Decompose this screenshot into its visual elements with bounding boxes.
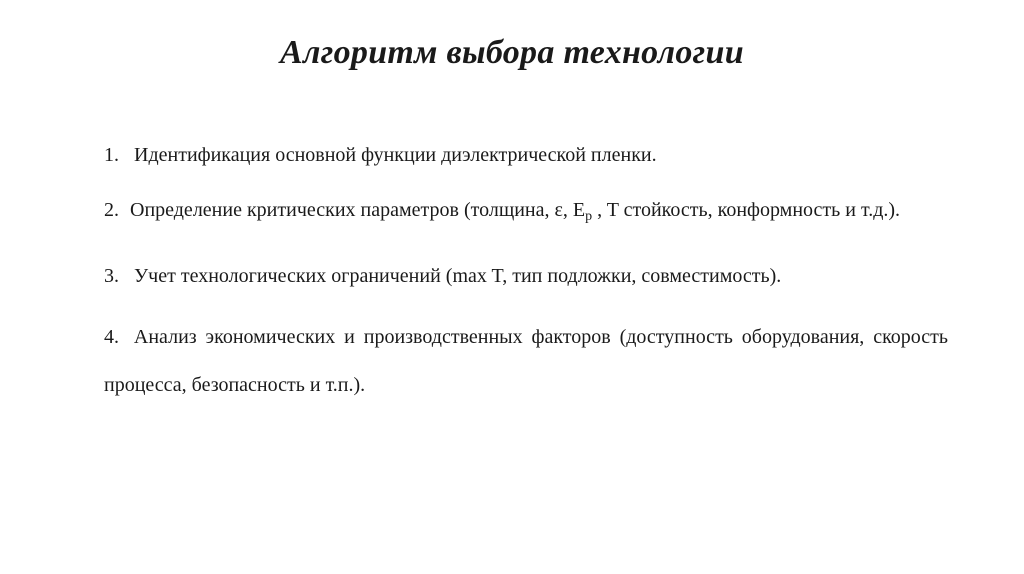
slide-title: Алгоритм выбора технологии [280, 34, 744, 71]
list-item [104, 313, 948, 409]
list-item-number: 3. [104, 265, 119, 287]
list-item-number: 2. [104, 199, 119, 221]
list-item-subscript: p [585, 209, 593, 224]
list-item-text: Идентификация основной функции диэлектрической пленки. [134, 144, 657, 166]
list-item-text-before-subscript: Определение критических параметров (толщина, ε, E [130, 199, 586, 221]
steps-list [104, 136, 948, 409]
list-item-text-after-subscript: , T стойкость, конформность и т.д.). [592, 199, 901, 221]
list-item-text: Анализ экономических и производственных факторов (доступность оборудования, скорость процесса, безопасность и т.п.). [104, 326, 949, 396]
list-item-text: Учет технологических ограничений (max T, тип подложки, совместимость). [134, 265, 782, 287]
list-item-number: 4. [104, 326, 119, 348]
list-item [104, 251, 948, 309]
list-item [104, 130, 948, 188]
list-item [104, 186, 948, 241]
list-item-number: 1. [104, 144, 119, 166]
